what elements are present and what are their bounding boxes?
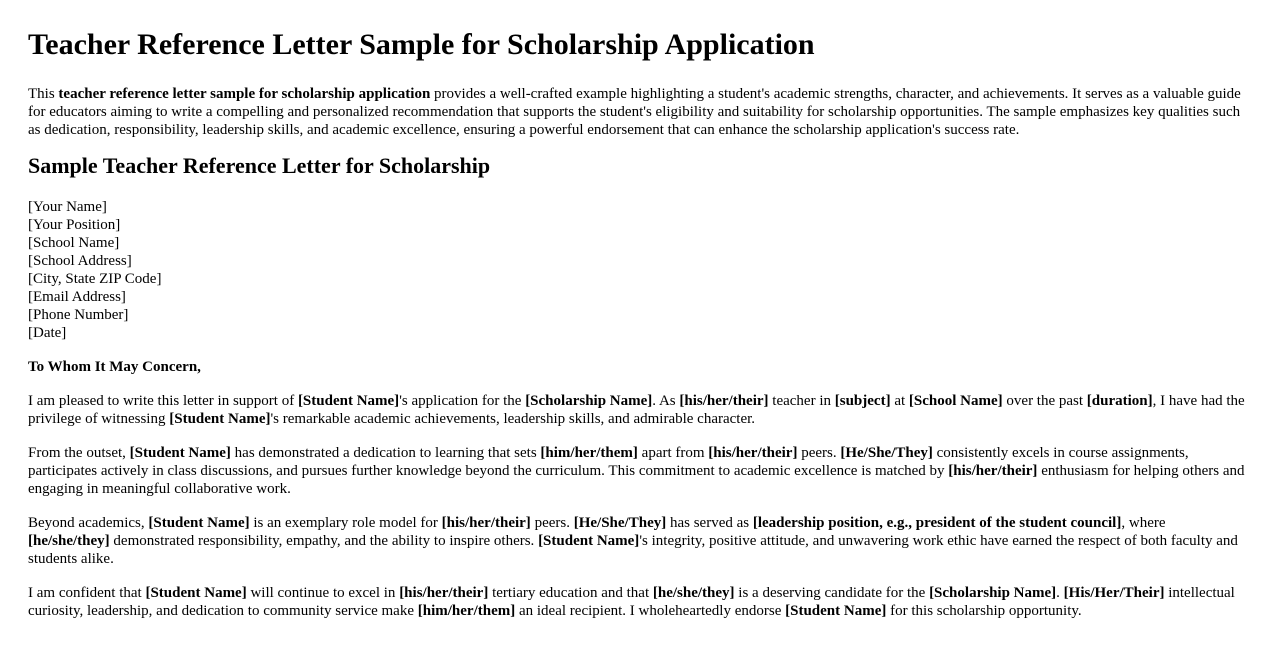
paragraph-text: has demonstrated a dedication to learning that sets <box>230 445 541 461</box>
placeholder-field: [his/her/their] <box>399 585 489 601</box>
placeholder-field: [Student Name] <box>148 515 250 531</box>
placeholder-field: [Student Name] <box>297 393 400 409</box>
placeholder-field: [he/she/they] <box>28 533 110 549</box>
letter-body <box>28 392 1250 620</box>
intro-text-before: This <box>28 86 59 102</box>
placeholder-field: [He/She/They] <box>573 515 667 531</box>
paragraph-text: tertiary education and that <box>488 585 653 601</box>
address-line-your-name: [Your Name] <box>28 199 107 215</box>
section-heading: Sample Teacher Reference Letter for Scholarship <box>28 153 491 178</box>
paragraph-text: demonstrated responsibility, empathy, and the ability to inspire others. <box>109 533 539 549</box>
intro-text-after: provides a well-crafted example highlighting a student's academic strengths, character, and achievements. It serves as a valuable guide for educators aiming to write a compelling and personalized recommendation that supports the student's eligibility and suitability for scholarship opportunities. The sample emphasizes key qualities such as dedication, responsibility, leadership skills, and academic excellence, ensuring a powerful endorsement that can enhance the scholarship application's success rate. <box>28 86 1241 138</box>
address-line-phone: [Phone Number] <box>28 307 129 323</box>
address-line-school-name: [School Name] <box>28 235 120 251</box>
intro-paragraph <box>28 85 1250 139</box>
placeholder-field: [Student Name] <box>169 411 271 427</box>
address-line-your-position: [Your Position] <box>28 217 121 233</box>
placeholder-field: [subject] <box>834 393 891 409</box>
placeholder-field: [Student Name] <box>538 533 640 549</box>
letter-paragraph <box>28 584 1250 620</box>
letter-paragraph <box>28 392 1250 428</box>
paragraph-text: 's remarkable academic achievements, leadership skills, and admirable character. <box>270 411 756 427</box>
address-line-city-state-zip: [City, State ZIP Code] <box>28 271 162 287</box>
address-line-email: [Email Address] <box>28 289 126 305</box>
placeholder-field: [Scholarship Name] <box>929 585 1057 601</box>
letter-paragraph <box>28 444 1250 498</box>
placeholder-field: [His/Her/Their] <box>1063 585 1165 601</box>
address-line-school-address: [School Address] <box>28 253 132 269</box>
intro-keyword: teacher reference letter sample for scholarship application <box>58 86 431 102</box>
paragraph-text: I am pleased to write this letter in support of <box>28 393 298 409</box>
paragraph-text: is a deserving candidate for the <box>734 585 930 601</box>
paragraph-text: Beyond academics, <box>28 515 149 531</box>
placeholder-field: [School Name] <box>908 393 1003 409</box>
paragraph-text: consistently excels in course assignments, participates actively in class discussions, and pursues further knowledge beyond the curriculum. This commitment to academic excellence is matched by <box>28 445 1189 479</box>
paragraph-text: teacher in <box>768 393 835 409</box>
page-title: Teacher Reference Letter Sample for Scholarship Application <box>28 28 815 61</box>
placeholder-field: [his/her/their] <box>948 463 1038 479</box>
paragraph-text: From the outset, <box>28 445 130 461</box>
placeholder-field: [he/she/they] <box>652 585 735 601</box>
placeholder-field: [He/She/They] <box>840 445 933 461</box>
paragraph-text: intellectual curiosity, leadership, and dedication to community service make <box>28 585 1235 619</box>
placeholder-field: [him/her/them] <box>540 445 638 461</box>
paragraph-text: peers. <box>797 445 841 461</box>
placeholder-field: [Student Name] <box>145 585 247 601</box>
paragraph-text: over the past <box>1002 393 1087 409</box>
address-line-date: [Date] <box>28 325 67 341</box>
placeholder-field: [leadership position, e.g., president of the student council] <box>752 515 1122 531</box>
paragraph-text: at <box>890 393 909 409</box>
paragraph-text: peers. <box>530 515 574 531</box>
placeholder-field: [his/her/their] <box>679 393 769 409</box>
paragraph-text: , I have had the privilege of witnessing <box>28 393 1245 427</box>
paragraph-text: , where <box>1121 515 1166 531</box>
paragraph-text: . <box>1056 585 1064 601</box>
paragraph-text: 's integrity, positive attitude, and unwavering work ethic have earned the respect of both faculty and students alike. <box>28 533 1238 567</box>
placeholder-field: [his/her/their] <box>708 445 798 461</box>
placeholder-field: [Student Name] <box>129 445 231 461</box>
salutation: To Whom It May Concern, <box>28 359 201 375</box>
paragraph-text: will continue to excel in <box>246 585 400 601</box>
paragraph-text: I am confident that <box>28 585 146 601</box>
paragraph-text: apart from <box>637 445 709 461</box>
placeholder-field: [Student Name] <box>785 603 887 619</box>
paragraph-text: an ideal recipient. I wholeheartedly endorse <box>515 603 786 619</box>
sender-address-block <box>28 198 1250 342</box>
paragraph-text: 's application for the <box>399 393 526 409</box>
paragraph-text: is an exemplary role model for <box>249 515 442 531</box>
placeholder-field: [him/her/them] <box>417 603 516 619</box>
letter-paragraph <box>28 514 1250 568</box>
placeholder-field: [duration] <box>1086 393 1153 409</box>
placeholder-field: [his/her/their] <box>441 515 531 531</box>
paragraph-text: . As <box>652 393 680 409</box>
paragraph-text: enthusiasm for helping others and engaging in meaningful collaborative work. <box>28 463 1245 497</box>
paragraph-text: for this scholarship opportunity. <box>886 603 1082 619</box>
paragraph-text: has served as <box>666 515 753 531</box>
placeholder-field: [Scholarship Name] <box>525 393 653 409</box>
